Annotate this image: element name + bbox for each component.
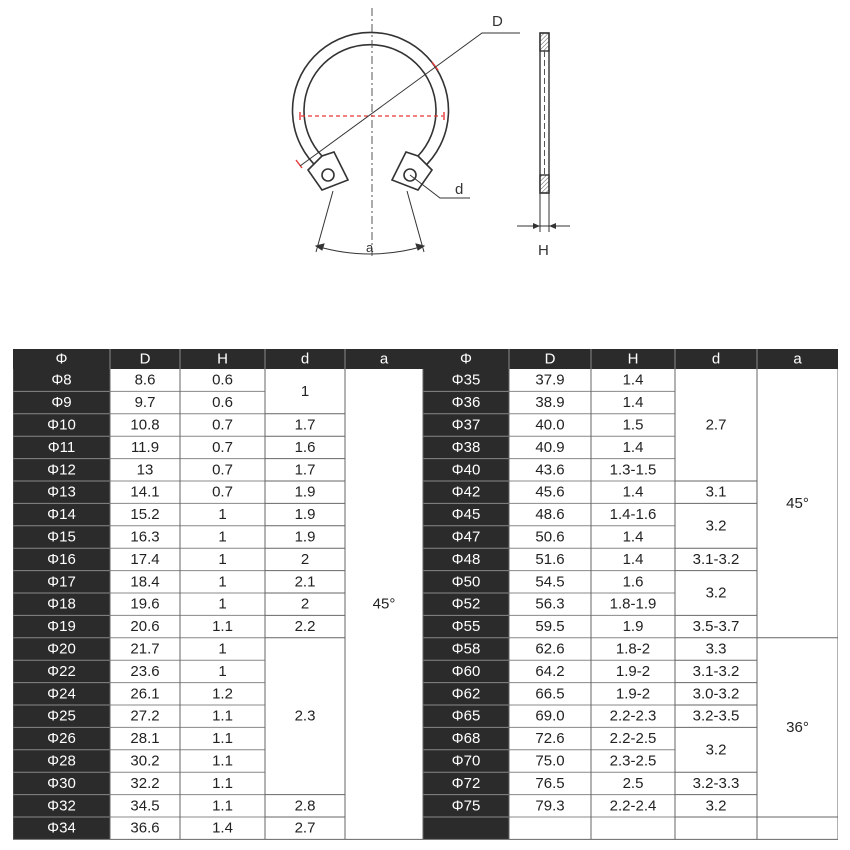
- D-cell: 62.6: [535, 640, 565, 658]
- size-cell: Φ8: [51, 371, 72, 389]
- size-cell: Φ26: [47, 730, 76, 748]
- H-cell: 1.9-2: [615, 662, 651, 680]
- H-cell: 1.1: [212, 752, 233, 770]
- size-cell: Φ42: [451, 483, 481, 501]
- D-cell: 19.6: [130, 595, 160, 613]
- label-d: d: [455, 181, 464, 198]
- H-cell: 1.9: [622, 618, 644, 636]
- H-cell: 1: [218, 506, 227, 524]
- size-cell: Φ48: [451, 550, 481, 568]
- diameter-leader: [300, 33, 520, 166]
- column-header-right-3: d: [711, 350, 721, 368]
- d-cell: 3.2: [705, 741, 727, 759]
- column-header-right-4: a: [793, 350, 802, 368]
- D-cell: 30.2: [130, 752, 160, 770]
- size-cell: Φ68: [451, 730, 481, 748]
- column-header-right-1: D: [544, 350, 556, 368]
- size-cell: Φ10: [47, 416, 76, 434]
- size-cell: Φ17: [47, 573, 76, 591]
- H-cell: 1.8-2: [615, 640, 651, 658]
- table-row: [47, 708, 233, 725]
- label-H: H: [538, 242, 549, 259]
- size-cell: Φ37: [451, 416, 481, 434]
- D-cell: 32.2: [130, 774, 160, 792]
- size-cell: Φ72: [451, 774, 481, 792]
- H-cell: 1.1: [212, 797, 233, 815]
- circlip-drawing: [0, 0, 850, 300]
- table-row: [47, 775, 233, 792]
- D-cell: 76.5: [535, 774, 565, 792]
- d-cell: 1.6: [294, 438, 316, 456]
- column-header-left-0: Φ: [55, 350, 68, 368]
- d-cell: 3.1-3.2: [692, 662, 740, 680]
- table-row: [47, 506, 227, 523]
- size-cell: Φ24: [47, 685, 76, 703]
- d-cell: 2.8: [294, 797, 316, 815]
- column-header-right-2: H: [627, 350, 639, 368]
- table-row: [47, 529, 227, 546]
- D-cell: 38.9: [535, 394, 565, 412]
- column-header-left-2: H: [217, 350, 228, 368]
- D-cell: 45.6: [535, 483, 565, 501]
- D-cell: 8.6: [134, 371, 156, 389]
- table-row: [47, 484, 233, 501]
- d-cell: 2.3: [294, 707, 316, 725]
- table-row: [47, 618, 233, 635]
- H-cell: 0.7: [212, 438, 233, 456]
- table-row: [47, 551, 227, 568]
- size-cell: Φ70: [451, 752, 481, 770]
- H-cell: 2.2-2.5: [609, 730, 657, 748]
- d-cell: 1.9: [294, 528, 316, 546]
- d-cell: 2.7: [294, 819, 316, 837]
- table-row: [47, 753, 233, 770]
- D-cell: 48.6: [535, 506, 565, 524]
- column-header-right-0: Φ: [460, 350, 472, 368]
- column-header-left-3: d: [300, 350, 310, 368]
- H-cell: 1.4: [622, 438, 644, 456]
- H-cell: 1.2: [212, 685, 233, 703]
- D-cell: 16.3: [130, 528, 160, 546]
- D-cell: 79.3: [535, 797, 565, 815]
- H-cell: 1: [218, 573, 227, 591]
- d-cell: 3.5-3.7: [692, 618, 740, 636]
- label-a: a: [366, 240, 374, 255]
- size-cell: Φ50: [451, 573, 481, 591]
- size-cell: Φ11: [47, 438, 76, 456]
- D-cell: 21.7: [130, 640, 160, 658]
- d-cell: 3.1-3.2: [692, 550, 740, 568]
- ring-side-view: [517, 33, 570, 232]
- D-cell: 64.2: [535, 662, 565, 680]
- table-right-half: [423, 349, 838, 839]
- size-cell: Φ36: [451, 394, 481, 412]
- D-cell: 40.0: [535, 416, 565, 434]
- right-lug: [392, 152, 432, 190]
- size-cell: Φ32: [47, 797, 76, 815]
- size-cell: Φ62: [451, 685, 481, 703]
- table-row: [47, 573, 227, 590]
- H-cell: 1.8-1.9: [609, 595, 657, 613]
- d-cell: 1.9: [294, 483, 316, 501]
- D-cell: 27.2: [130, 707, 160, 725]
- D-cell: 72.6: [535, 730, 565, 748]
- column-header-left-1: D: [139, 350, 151, 368]
- d-cell: 2.7: [705, 416, 727, 434]
- d-cell: 3.3: [705, 640, 727, 658]
- H-cell: 1.1: [212, 618, 233, 636]
- d-cell: 1: [300, 382, 310, 400]
- D-cell: 50.6: [535, 528, 565, 546]
- H-cell: 1: [218, 640, 227, 658]
- d-cell: 1.7: [294, 461, 316, 479]
- H-cell: 1.5: [622, 416, 644, 434]
- d-cell: 3.2-3.3: [692, 774, 740, 792]
- D-cell: 26.1: [130, 685, 160, 703]
- size-cell: Φ34: [47, 819, 76, 837]
- size-cell: Φ22: [47, 662, 76, 680]
- a-cell: 36°: [786, 718, 809, 736]
- H-cell: 0.7: [212, 416, 233, 434]
- D-cell: 56.3: [535, 595, 565, 613]
- size-cell: Φ55: [451, 618, 481, 636]
- ring-inner-edge: [304, 45, 436, 156]
- size-cell: Φ14: [47, 506, 76, 524]
- table-row: [47, 820, 233, 837]
- H-cell: 2.2-2.3: [609, 707, 657, 725]
- d-cell: 2.2: [294, 618, 316, 636]
- size-cell: Φ75: [451, 797, 481, 815]
- size-cell: Φ25: [47, 707, 76, 725]
- D-cell: 9.7: [134, 394, 156, 412]
- table-row: [47, 730, 233, 747]
- d-cell: 1.9: [294, 506, 316, 524]
- D-cell: 51.6: [535, 550, 565, 568]
- size-cell: Φ12: [47, 461, 76, 479]
- d-cell: 3.2: [705, 797, 727, 815]
- D-cell: 54.5: [535, 573, 565, 591]
- H-cell: 1.4: [622, 528, 644, 546]
- size-cell: Φ40: [451, 461, 481, 479]
- H-cell: 1: [218, 662, 227, 680]
- H-cell: 0.7: [212, 461, 233, 479]
- column-header-left-4: a: [379, 350, 389, 368]
- left-lug-hole: [322, 169, 334, 181]
- d-cell: 2: [300, 595, 310, 613]
- H-cell: 1.4: [622, 394, 644, 412]
- size-cell: Φ58: [451, 640, 481, 658]
- D-cell: 13: [136, 461, 154, 479]
- size-cell: Φ19: [47, 618, 76, 636]
- d-cell: 3.0-3.2: [692, 685, 740, 703]
- H-cell: 1.4: [212, 819, 233, 837]
- D-cell: 18.4: [130, 573, 160, 591]
- size-cell: Φ28: [47, 752, 76, 770]
- left-lug: [308, 152, 348, 190]
- D-cell: 59.5: [535, 618, 565, 636]
- D-cell: 23.6: [130, 662, 160, 680]
- H-cell: 1.1: [212, 730, 233, 748]
- D-cell: 15.2: [130, 506, 160, 524]
- H-cell: 1: [218, 550, 227, 568]
- d-cell: 2.1: [294, 573, 316, 591]
- D-cell: 14.1: [130, 483, 160, 501]
- H-cell: 1: [218, 595, 227, 613]
- H-cell: 1.4-1.6: [609, 506, 657, 524]
- H-cell: 1.3-1.5: [609, 461, 657, 479]
- size-cell: Φ35: [451, 371, 481, 389]
- H-cell: 1: [218, 528, 227, 546]
- table-left-half: [13, 349, 423, 839]
- d-cell: 3.2: [705, 517, 727, 535]
- d-cell: 3.1: [705, 483, 727, 501]
- d-cell: 2: [300, 550, 310, 568]
- size-cell: Φ9: [51, 394, 72, 412]
- H-cell: 2.5: [622, 774, 644, 792]
- table-row: [47, 417, 233, 434]
- d-cell: 1.7: [294, 416, 316, 434]
- D-cell: 28.1: [130, 730, 160, 748]
- table-row: [47, 461, 233, 478]
- size-cell: Φ16: [47, 550, 76, 568]
- size-cell: Φ60: [451, 662, 481, 680]
- size-cell: Φ30: [47, 774, 76, 792]
- size-cell: Φ18: [47, 595, 76, 613]
- ring-front-view: [293, 32, 449, 169]
- H-cell: 1.1: [212, 707, 233, 725]
- d-cell: 3.2: [705, 584, 727, 602]
- H-cell: 0.6: [212, 394, 233, 412]
- a-cell: 45°: [786, 494, 809, 512]
- D-cell: 17.4: [130, 550, 160, 568]
- H-cell: 1.6: [622, 573, 644, 591]
- H-cell: 1.4: [622, 550, 644, 568]
- size-cell: Φ47: [451, 528, 481, 546]
- H-cell: 1.9-2: [615, 685, 651, 703]
- table-row: [47, 663, 227, 680]
- D-cell: 10.8: [130, 416, 160, 434]
- table-row: [47, 797, 233, 814]
- H-cell: 1.4: [622, 483, 644, 501]
- D-cell: 66.5: [535, 685, 565, 703]
- size-cell: Φ38: [451, 438, 481, 456]
- H-cell: 2.3-2.5: [609, 752, 657, 770]
- spec-table: [13, 349, 838, 841]
- size-cell: Φ13: [47, 483, 76, 501]
- H-cell: 1.1: [212, 774, 233, 792]
- D-cell: 69.0: [535, 707, 565, 725]
- H-cell: 0.7: [212, 483, 233, 501]
- a-cell: 45°: [372, 595, 396, 613]
- size-cell: Φ15: [47, 528, 76, 546]
- D-cell: 36.6: [130, 819, 160, 837]
- D-cell: 11.9: [130, 438, 160, 456]
- D-cell: 40.9: [535, 438, 565, 456]
- H-cell: 1.4: [622, 371, 644, 389]
- size-cell: Φ20: [47, 640, 76, 658]
- D-cell: 75.0: [535, 752, 565, 770]
- size-cell: Φ65: [451, 707, 481, 725]
- H-cell: 2.2-2.4: [609, 797, 657, 815]
- size-cell: Φ45: [451, 506, 481, 524]
- table-row: [47, 641, 227, 658]
- D-cell: 34.5: [130, 797, 160, 815]
- D-cell: 37.9: [535, 371, 565, 389]
- table-row: [47, 596, 227, 613]
- D-cell: 43.6: [535, 461, 565, 479]
- table-row: [47, 685, 233, 702]
- H-cell: 0.6: [212, 371, 233, 389]
- label-D: D: [492, 13, 503, 30]
- d-cell: 3.2-3.5: [692, 707, 740, 725]
- size-cell: Φ52: [451, 595, 481, 613]
- D-cell: 20.6: [130, 618, 160, 636]
